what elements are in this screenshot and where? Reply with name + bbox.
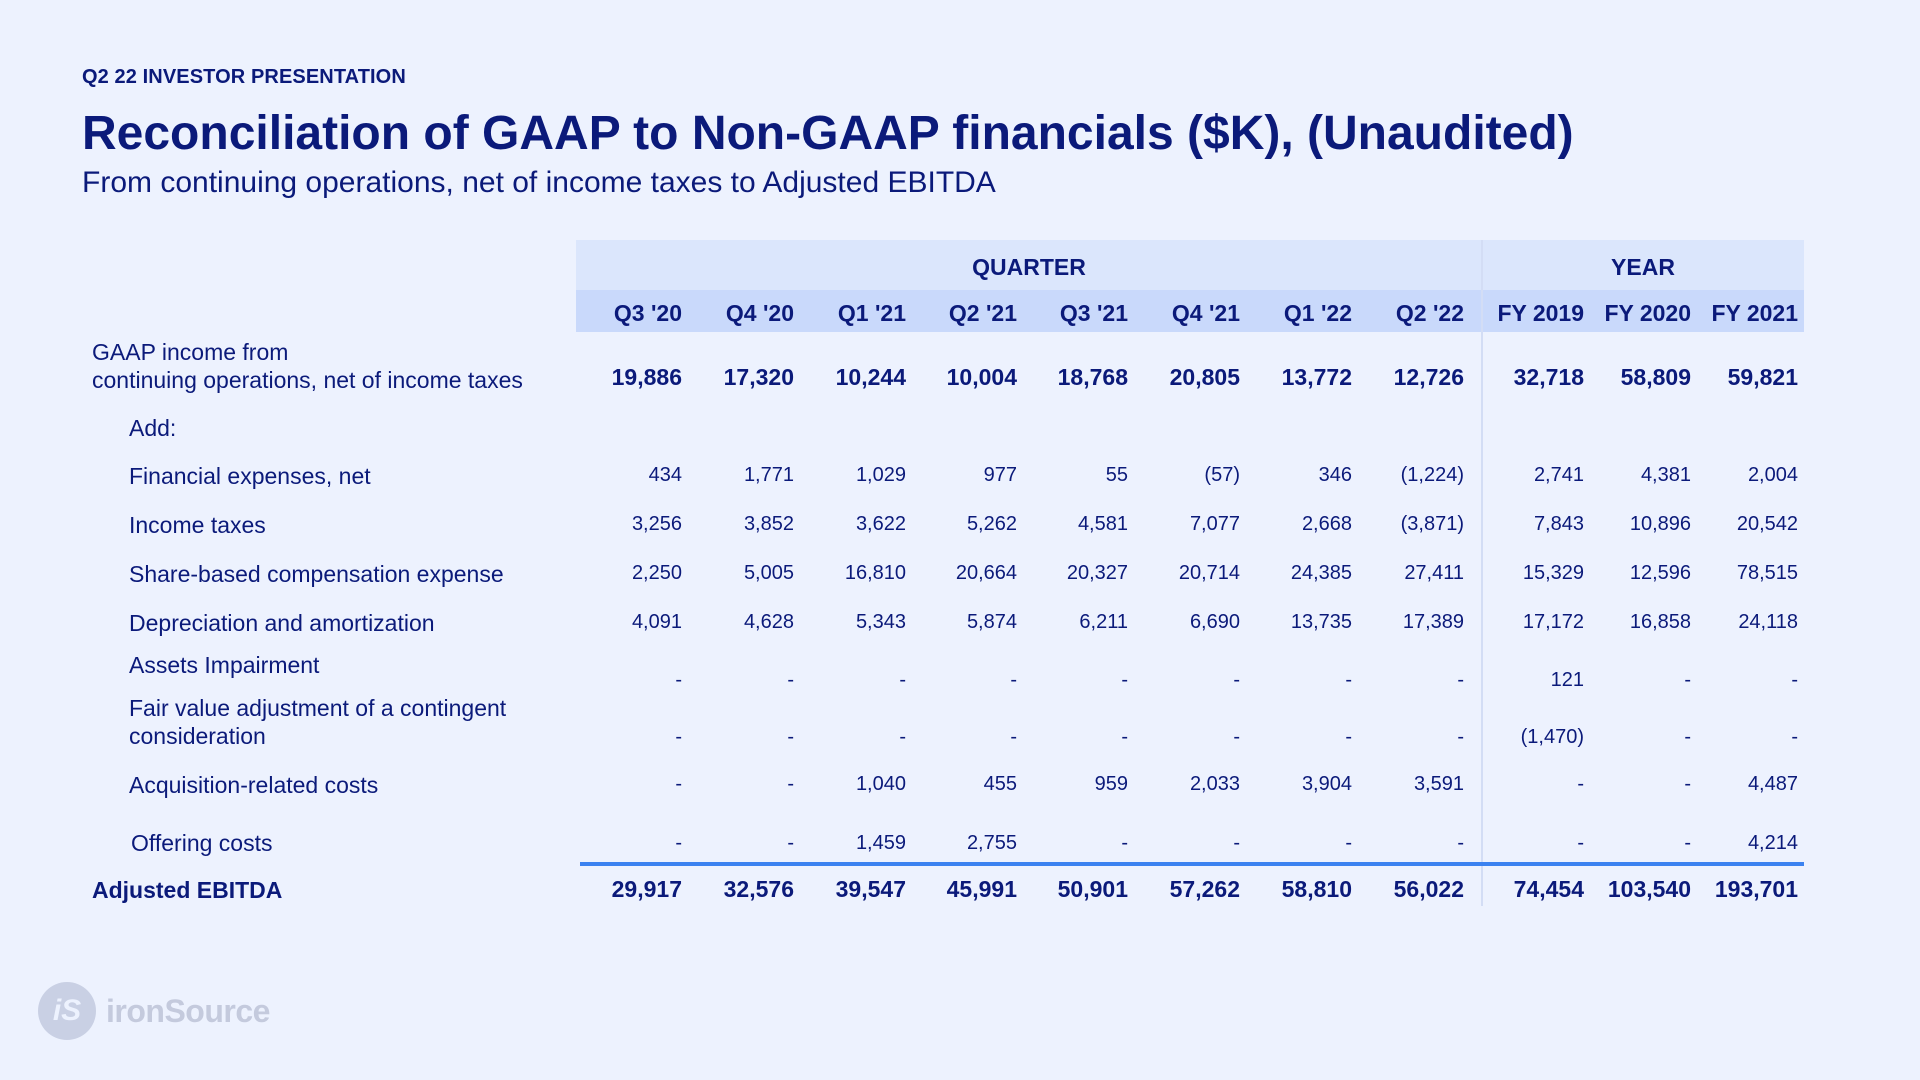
table-cell: 10,244 bbox=[835, 364, 906, 390]
table-cell: 19,886 bbox=[611, 364, 682, 390]
table-cell: 5,005 bbox=[743, 562, 794, 584]
table-cell: 12,726 bbox=[1393, 364, 1464, 390]
table-cell: 20,805 bbox=[1169, 364, 1240, 390]
table-cell: - bbox=[1121, 669, 1128, 691]
column-header: Q4 '20 bbox=[725, 300, 794, 326]
table-cell: 121 bbox=[1550, 669, 1584, 691]
table-cell: 2,250 bbox=[631, 562, 682, 584]
row-label-depreciation: Depreciation and amortization bbox=[129, 610, 435, 636]
table-cell: 3,591 bbox=[1413, 773, 1464, 795]
group-header-quarter: QUARTER bbox=[972, 254, 1086, 280]
table-cell: 59,821 bbox=[1727, 364, 1798, 390]
column-header: Q1 '22 bbox=[1283, 300, 1352, 326]
table-cell: 13,772 bbox=[1281, 364, 1352, 390]
row-label-assets-impairment: Assets Impairment bbox=[129, 652, 320, 678]
column-header: Q3 '20 bbox=[613, 300, 682, 326]
table-cell: 2,741 bbox=[1533, 464, 1584, 486]
table-cell: - bbox=[1457, 669, 1464, 691]
table-cell: 20,542 bbox=[1736, 513, 1798, 535]
table-cell: 27,411 bbox=[1404, 562, 1464, 584]
table-cell: - bbox=[1010, 669, 1017, 691]
column-header: Q4 '21 bbox=[1171, 300, 1240, 326]
table-cell: (1,224) bbox=[1400, 464, 1464, 486]
column-header: Q2 '21 bbox=[948, 300, 1017, 326]
presentation-kicker: Q2 22 INVESTOR PRESENTATION bbox=[82, 66, 406, 88]
table-cell: 55 bbox=[1105, 464, 1128, 486]
table-cell: 455 bbox=[983, 773, 1017, 795]
table-cell: 12,596 bbox=[1629, 562, 1691, 584]
table-cell: 32,718 bbox=[1513, 364, 1584, 390]
table-cell: - bbox=[675, 773, 682, 795]
page-title: Reconciliation of GAAP to Non-GAAP financials ($K), (Unaudited) bbox=[82, 107, 1574, 160]
table-cell: 20,714 bbox=[1178, 562, 1240, 584]
page-subtitle: From continuing operations, net of income taxes to Adjusted EBITDA bbox=[82, 166, 996, 199]
column-header: Q2 '22 bbox=[1395, 300, 1464, 326]
table-cell: 50,901 bbox=[1057, 876, 1128, 902]
table-cell: 17,172 bbox=[1522, 611, 1584, 633]
table-cell: - bbox=[1684, 832, 1691, 854]
table-cell: 2,755 bbox=[966, 832, 1017, 854]
table-cell: - bbox=[1577, 773, 1584, 795]
table-cell: 13,735 bbox=[1290, 611, 1352, 633]
table-cell: 20,664 bbox=[955, 562, 1017, 584]
table-cell: 193,701 bbox=[1714, 876, 1798, 902]
table-cell: - bbox=[899, 726, 906, 748]
table-cell: 5,343 bbox=[855, 611, 906, 633]
table-cell: 2,033 bbox=[1189, 773, 1240, 795]
table-cell: 6,211 bbox=[1079, 611, 1128, 633]
row-label-adjusted-ebitda: Adjusted EBITDA bbox=[92, 877, 283, 903]
table-cell: - bbox=[1010, 726, 1017, 748]
table-cell: 6,690 bbox=[1189, 611, 1240, 633]
table-cell: 4,214 bbox=[1747, 832, 1798, 854]
table-cell: 1,771 bbox=[743, 464, 794, 486]
row-label-fair-value-line1: Fair value adjustment of a contingent bbox=[129, 695, 507, 721]
table-cell: - bbox=[1233, 669, 1240, 691]
table-cell: 15,329 bbox=[1522, 562, 1584, 584]
table-cell: 32,576 bbox=[723, 876, 794, 902]
table-cell: - bbox=[1577, 832, 1584, 854]
table-cell: 20,327 bbox=[1066, 562, 1128, 584]
table-cell: 2,004 bbox=[1747, 464, 1798, 486]
table-cell: 17,389 bbox=[1402, 611, 1464, 633]
group-header-year: YEAR bbox=[1611, 254, 1675, 280]
table-cell: (3,871) bbox=[1400, 513, 1464, 535]
table-cell: 4,581 bbox=[1077, 513, 1128, 535]
table-cell: 10,896 bbox=[1629, 513, 1691, 535]
row-label-add: Add: bbox=[129, 415, 177, 441]
table-cell: (1,470) bbox=[1520, 726, 1584, 748]
row-label-gaap-line2: continuing operations, net of income taxes bbox=[92, 367, 523, 393]
table-cell: - bbox=[1791, 726, 1798, 748]
row-label-income-taxes: Income taxes bbox=[129, 512, 266, 538]
table-cell: 57,262 bbox=[1169, 876, 1240, 902]
table-cell: - bbox=[787, 832, 794, 854]
table-cell: 29,917 bbox=[611, 876, 682, 902]
table-cell: 5,874 bbox=[966, 611, 1017, 633]
table-cell: 58,810 bbox=[1281, 876, 1352, 902]
table-cell: - bbox=[1233, 832, 1240, 854]
table-cell: 5,262 bbox=[966, 513, 1017, 535]
table-cell: - bbox=[1121, 832, 1128, 854]
total-row-rule bbox=[580, 862, 1804, 866]
table-cell: - bbox=[1457, 726, 1464, 748]
brand-logo-text: ironSource bbox=[106, 992, 270, 1029]
table-cell: - bbox=[1684, 773, 1691, 795]
table-cell: - bbox=[787, 726, 794, 748]
table-cell: 3,904 bbox=[1301, 773, 1352, 795]
row-label-financial-expenses: Financial expenses, net bbox=[129, 463, 371, 489]
table-cell: 78,515 bbox=[1736, 562, 1798, 584]
table-cell: 7,843 bbox=[1533, 513, 1584, 535]
brand-logo bbox=[38, 982, 270, 1040]
table-cell: - bbox=[1684, 726, 1691, 748]
table-cell: - bbox=[1345, 832, 1352, 854]
row-label-offering-costs: Offering costs bbox=[131, 830, 273, 856]
table-cell: 4,091 bbox=[631, 611, 682, 633]
table-cell: 24,118 bbox=[1738, 611, 1798, 633]
table-cell: - bbox=[675, 832, 682, 854]
table-cell: 103,540 bbox=[1607, 876, 1691, 902]
column-header: FY 2019 bbox=[1497, 300, 1584, 326]
table-cell: 3,256 bbox=[631, 513, 682, 535]
row-label-acquisition-costs: Acquisition-related costs bbox=[129, 772, 379, 798]
table-cell: - bbox=[1345, 669, 1352, 691]
table-cell: - bbox=[787, 669, 794, 691]
table-cell: 18,768 bbox=[1057, 364, 1128, 390]
table-cell: 16,858 bbox=[1629, 611, 1691, 633]
table-cell: 24,385 bbox=[1290, 562, 1352, 584]
table-cell: 2,668 bbox=[1301, 513, 1352, 535]
table-cell: 434 bbox=[648, 464, 682, 486]
table-cell: 4,381 bbox=[1640, 464, 1691, 486]
table-cell: - bbox=[1233, 726, 1240, 748]
column-header: FY 2020 bbox=[1604, 300, 1691, 326]
table-cell: 39,547 bbox=[835, 876, 906, 902]
table-cell: - bbox=[899, 669, 906, 691]
table-cell: 4,487 bbox=[1747, 773, 1798, 795]
table-cell: 74,454 bbox=[1513, 876, 1584, 902]
table-cell: 45,991 bbox=[946, 876, 1017, 902]
table-cell: 977 bbox=[983, 464, 1017, 486]
table-cell: 3,852 bbox=[743, 513, 794, 535]
row-label-share-based-compensation: Share-based compensation expense bbox=[129, 561, 504, 587]
table-cell: - bbox=[787, 773, 794, 795]
table-cell: - bbox=[1457, 832, 1464, 854]
column-header: Q1 '21 bbox=[837, 300, 906, 326]
table-cell: - bbox=[1684, 669, 1691, 691]
table-cell: - bbox=[675, 669, 682, 691]
table-cell: - bbox=[1121, 726, 1128, 748]
table-cell: - bbox=[1791, 669, 1798, 691]
brand-logo-mark: iS bbox=[38, 982, 96, 1040]
table-cell: 4,628 bbox=[743, 611, 794, 633]
column-header: Q3 '21 bbox=[1059, 300, 1128, 326]
row-label-gaap-line1: GAAP income from bbox=[92, 339, 289, 365]
table-cell: - bbox=[675, 726, 682, 748]
table-cell: 1,040 bbox=[855, 773, 906, 795]
table-cell: 959 bbox=[1094, 773, 1128, 795]
table-cell: 56,022 bbox=[1393, 876, 1464, 902]
table-cell: 1,459 bbox=[855, 832, 906, 854]
table-cell: 58,809 bbox=[1620, 364, 1691, 390]
row-label-fair-value-line2: consideration bbox=[129, 723, 266, 749]
table-cell: 1,029 bbox=[855, 464, 906, 486]
table-cell: (57) bbox=[1204, 464, 1240, 486]
table-cell: 3,622 bbox=[855, 513, 906, 535]
table-cell: - bbox=[1345, 726, 1352, 748]
table-cell: 16,810 bbox=[844, 562, 906, 584]
table-cell: 17,320 bbox=[723, 364, 794, 390]
table-cell: 7,077 bbox=[1189, 513, 1240, 535]
column-header: FY 2021 bbox=[1711, 300, 1798, 326]
table-cell: 346 bbox=[1318, 464, 1352, 486]
table-cell: 10,004 bbox=[946, 364, 1017, 390]
